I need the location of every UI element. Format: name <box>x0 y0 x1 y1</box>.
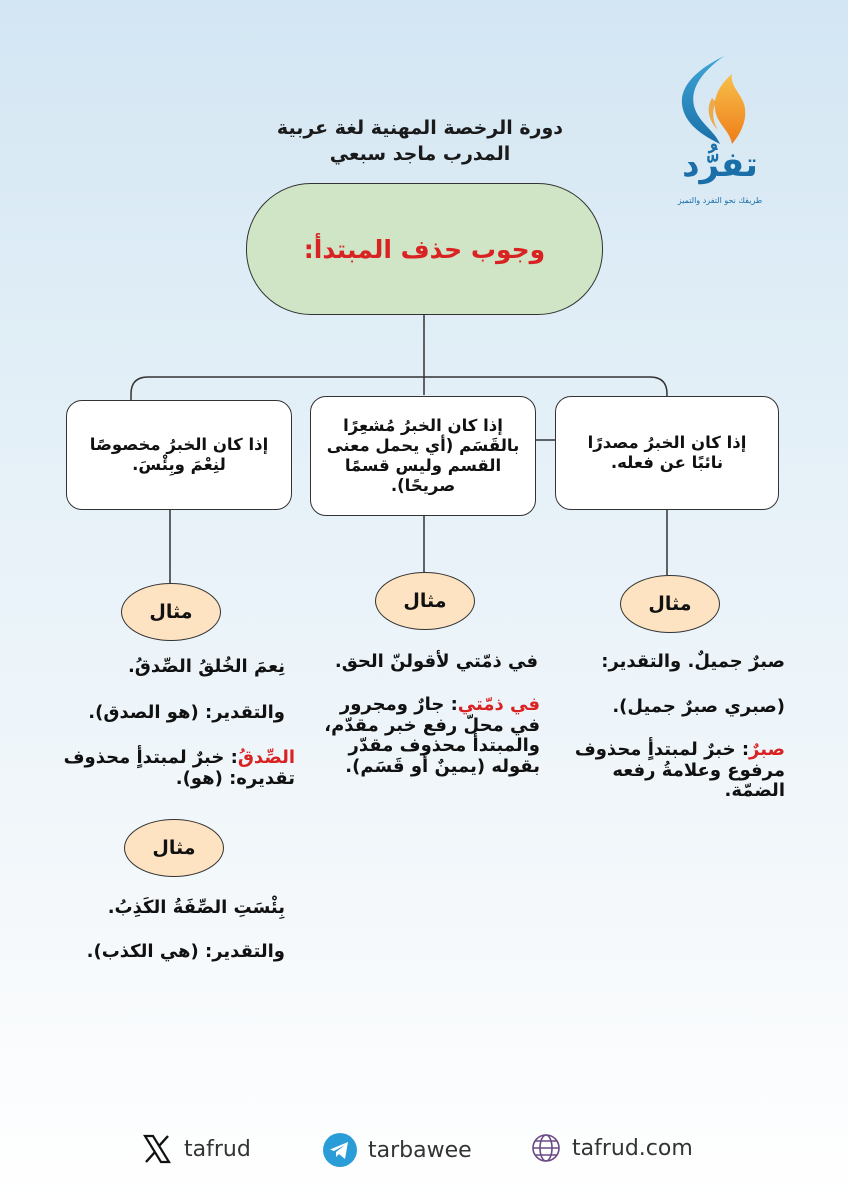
example-label-oval <box>124 819 224 877</box>
branch-text: إذا كان الخبرُ مصدرًا نائبًا عن فعله. <box>587 433 747 472</box>
example-label: مثال <box>152 837 196 859</box>
branch-box-qasam <box>310 396 536 516</box>
example-sentence: صبرٌ جميلٌ. والتقدير: <box>601 651 785 672</box>
footer-website-link[interactable] <box>530 1132 693 1164</box>
course-title: دورة الرخصة المهنية لغة عربية <box>276 117 564 139</box>
highlighted-word: صبرٌ <box>749 739 785 760</box>
branch-text: إذا كان الخبرُ مُشعِرًا بالقَسَم (أي يحمل معنى القسم وليس قسمًا صريحًا). <box>326 416 520 495</box>
main-topic-node <box>246 183 603 315</box>
example-label: مثال <box>403 590 447 612</box>
x-icon <box>140 1132 174 1166</box>
footer-text: tafrud <box>184 1136 251 1162</box>
globe-icon <box>530 1132 562 1164</box>
branch-box-nima-bisa <box>66 400 292 510</box>
example-sentence: بِئْسَتِ الصِّفَةُ الكَذِبُ. <box>107 897 285 918</box>
example-estimation: والتقدير: (هو الصدق). <box>88 702 285 723</box>
telegram-icon <box>322 1132 358 1168</box>
example-label-oval <box>375 572 475 630</box>
example-parsing: في ذمّتي: جارٌ ومجرور في محلّ رفع خبر مقدّم، والمبتدأ محذوف مقدّر بقوله (يمينٌ أو قَسَم). <box>324 694 540 778</box>
highlighted-word: الصِّدقُ <box>237 747 295 768</box>
example-sentence: نِعمَ الخُلقُ الصِّدقُ. <box>127 656 285 677</box>
example-parsing: صبرٌ: خبرٌ لمبتدأٍ محذوف مرفوع وعلامةُ رفعه الضمّة. <box>574 739 785 802</box>
logo-tagline: طريقك نحو التفرد والتميز <box>677 196 763 205</box>
footer-telegram-link[interactable] <box>322 1132 472 1168</box>
footer-text: tarbawee <box>368 1137 472 1163</box>
example-label-oval <box>620 575 720 633</box>
footer-x-link[interactable] <box>140 1132 251 1166</box>
example-label: مثال <box>149 601 193 623</box>
branch-box-masdar <box>555 396 779 510</box>
trainer-name: المدرب ماجد سبعي <box>329 143 511 165</box>
example-label: مثال <box>648 593 692 615</box>
main-title: وجوب حذف المبتدأ: <box>303 234 546 264</box>
example-parsing: الصِّدقُ: خبرٌ لمبتدأٍ محذوف تقديره: (هو). <box>63 747 295 789</box>
highlighted-word: في ذمّتي <box>457 694 540 715</box>
example-estimation: والتقدير: (هي الكذب). <box>86 941 285 962</box>
logo-wordmark: تفرُّد <box>682 145 758 185</box>
example-estimation: (صبري صبرٌ جميل). <box>612 696 785 717</box>
example-label-oval <box>121 583 221 641</box>
example-sentence: في ذمّتي لأقولنّ الحق. <box>334 651 538 672</box>
footer-text: tafrud.com <box>572 1135 693 1161</box>
branch-text: إذا كان الخبرُ مخصوصًا لنِعْمَ وبِئْسَ. <box>89 435 269 474</box>
